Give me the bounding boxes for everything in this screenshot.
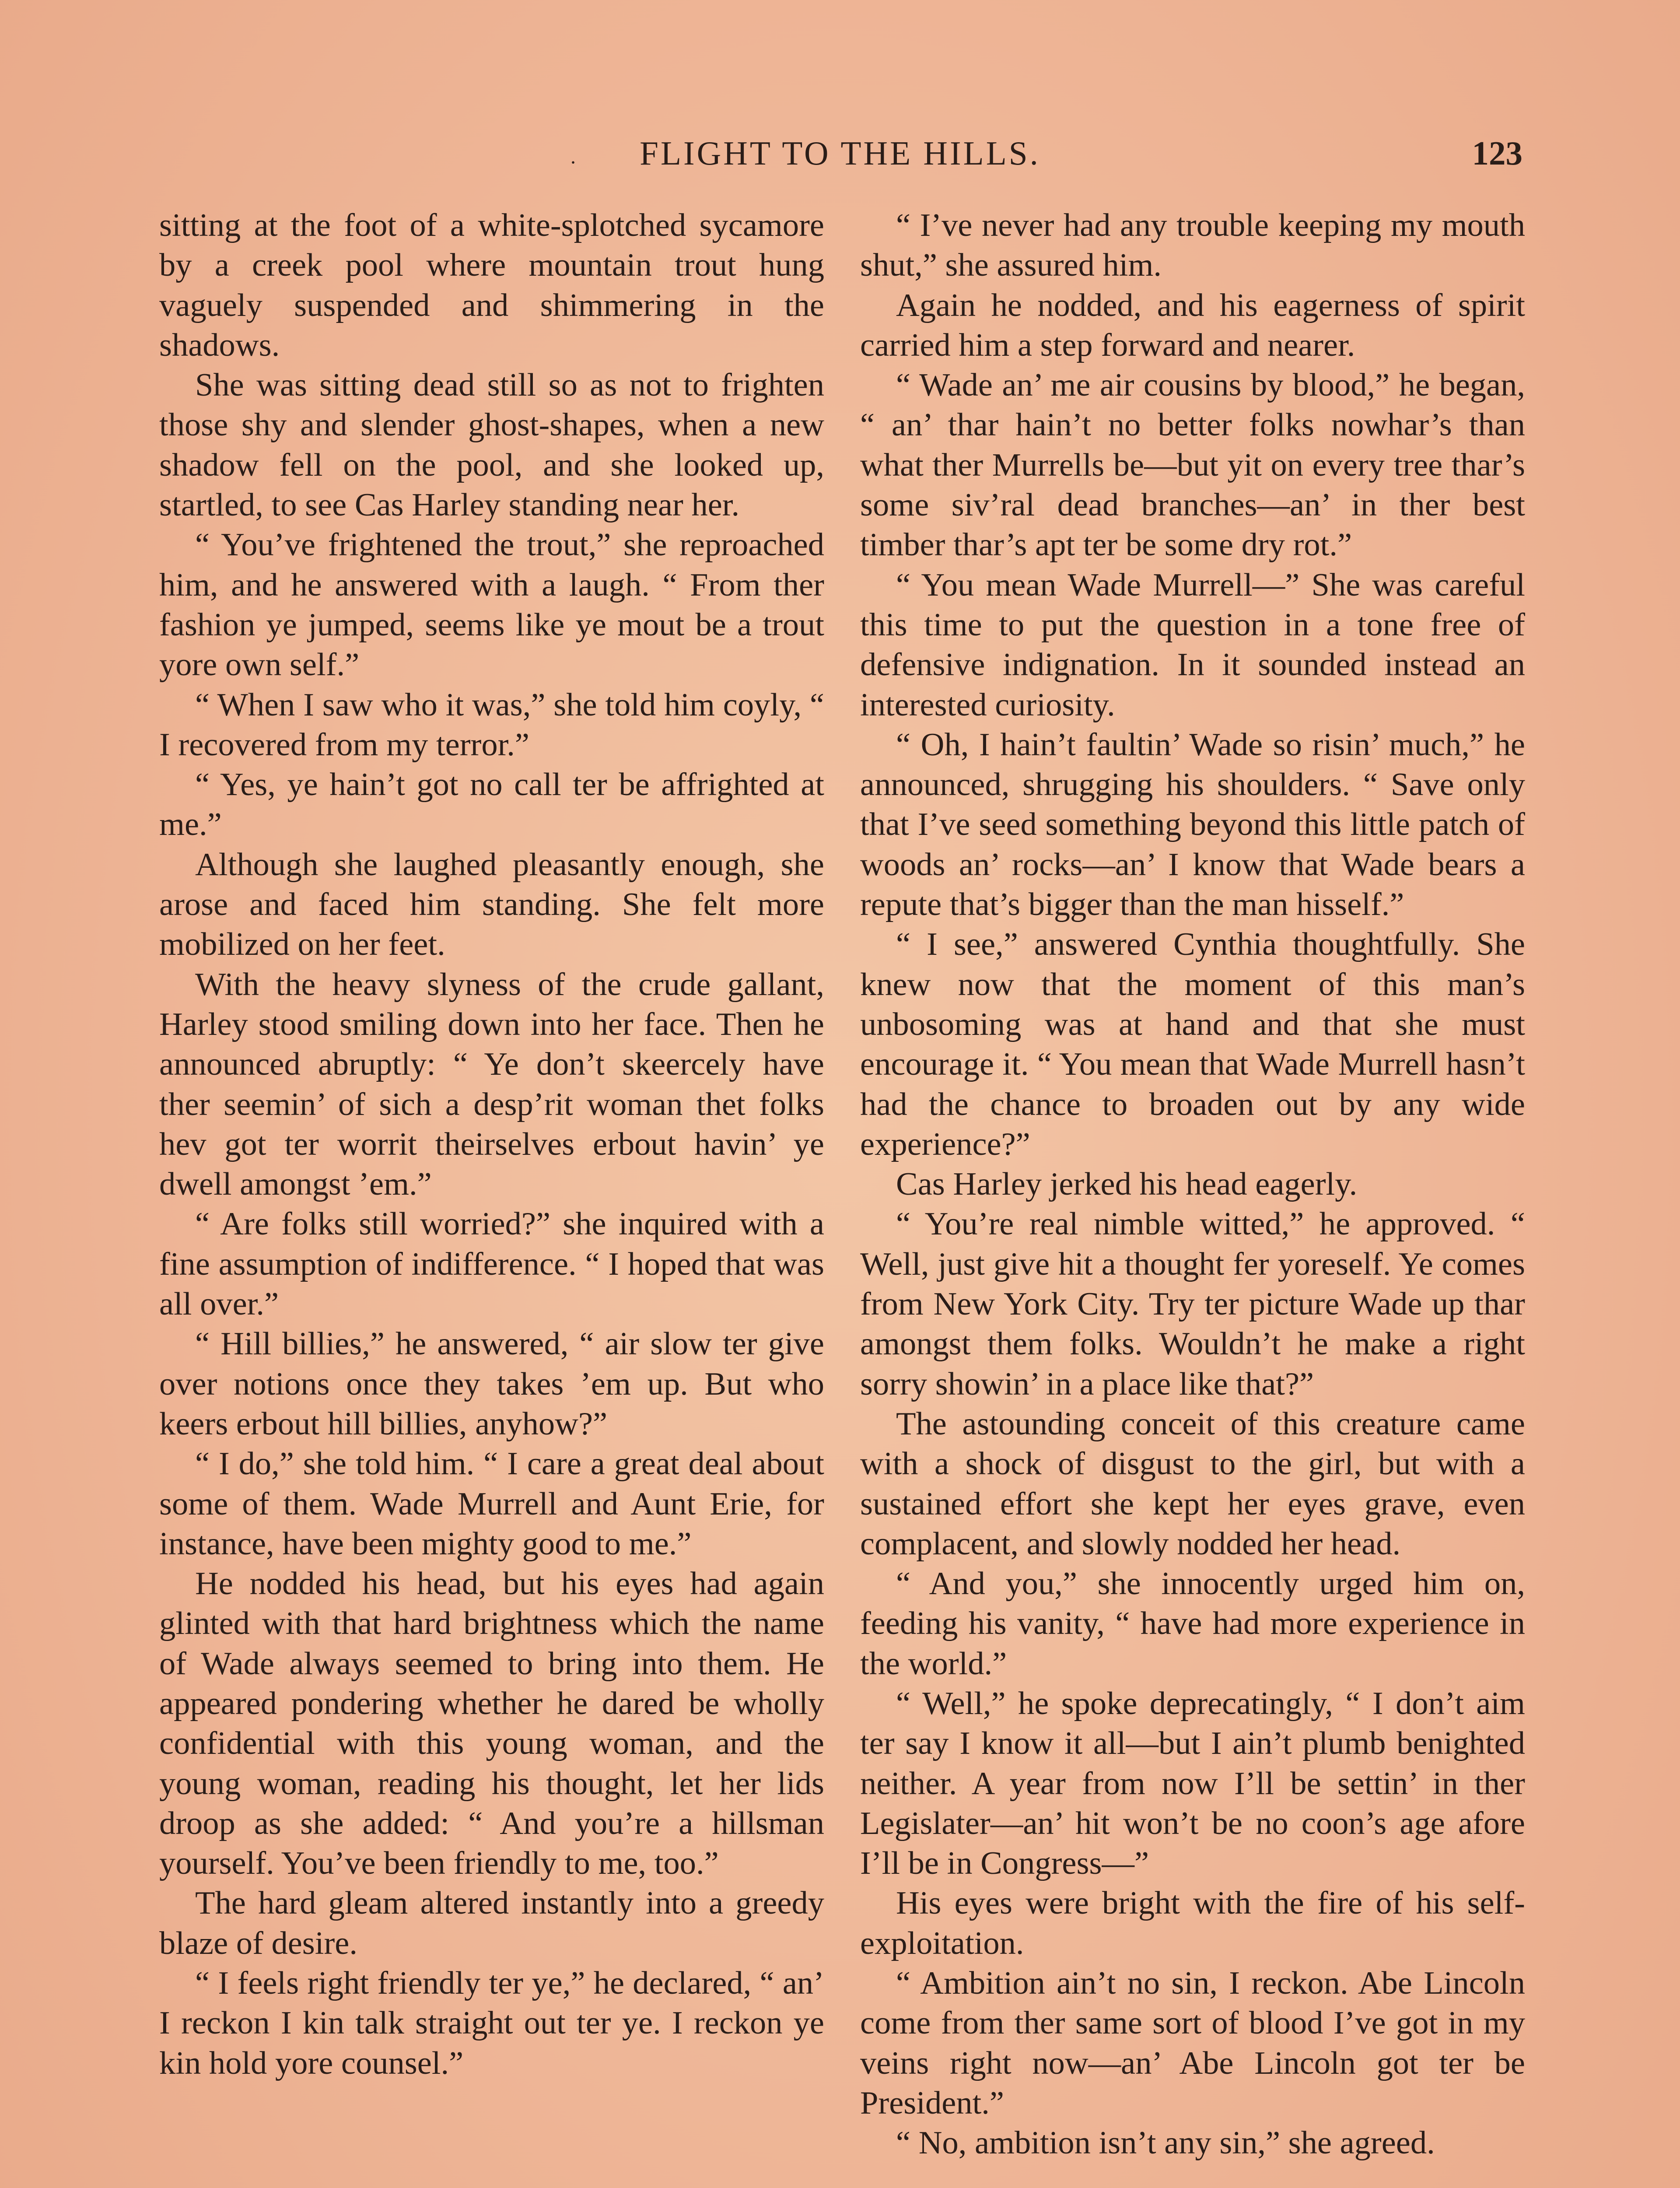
paragraph: “ Well,” he spoke deprecatingly, “ I don’t aim ter say I know it all—but I ain’t plumb benighted neither. A year from now I’ll be settin’ in ther Legislater—an’ hit won’t be no coon’s age afore I’ll be in Congress—” [860, 1685, 1525, 1882]
paragraph: “ Ambition ain’t no sin, I reckon. Abe Lincoln come from ther same sort of blood I’ve got in my veins right now—an’ Abe Lincoln got ter be President.” [860, 1965, 1525, 2121]
page-header [158, 127, 1522, 179]
paragraph: “ Hill billies,” he answered, “ air slow ter give over notions once they takes ’em up. But who keers erbout hill billies, anyhow?” [159, 1326, 824, 1442]
paragraph: She was sitting dead still so as not to frighten those shy and slender ghost-shapes, when a new shadow fell on the pool, and she looked up, startled, to see Cas Harley standing near her. [159, 367, 824, 523]
paragraph: His eyes were bright with the fire of his self-exploitation. [860, 1885, 1525, 1961]
paragraph: With the heavy slyness of the crude gallant, Harley stood smiling down into her face. Then he announced abruptly: “ Ye don’t skeercely have ther seemin’ of sich a desp’rit woman thet folks hev got ter worrit theirselves erbout havin’ ye dwell amongst ’em.” [159, 966, 824, 1203]
paragraph: Cas Harley jerked his head eagerly. [896, 1166, 1358, 1203]
paragraph: “ I see,” answered Cynthia thoughtfully. She knew now that the moment of this man’s unbosoming was at hand and that she must encourage it. “ You mean that Wade Murrell hasn’t had the chance to broaden out by any wide experience?” [860, 926, 1525, 1162]
paragraph: “ And you,” she innocently urged him on, feeding his vanity, “ have had more experience in the world.” [860, 1566, 1525, 1682]
paragraph: “ Oh, I hain’t faultin’ Wade so risin’ much,” he announced, shrugging his shoulders. “ Save only that I’ve seed something beyond this little patch of woods an’ rocks—an’ I know that Wade bears a repute that’s bigger than the man hisself.” [860, 726, 1525, 923]
paragraph: The hard gleam altered instantly into a greedy blaze of desire. [159, 1885, 824, 1961]
paragraph: “ I’ve never had any trouble keeping my mouth shut,” she assured him. [860, 207, 1525, 284]
left-column [159, 206, 824, 2083]
paragraph: “ You mean Wade Murrell—” She was careful this time to put the question in a tone free of defensive indignation. In it sounded instead an interested curiosity. [860, 567, 1525, 723]
paragraph: sitting at the foot of a white-splotched sycamore by a creek pool where mountain trout hung vaguely suspended and shimmering in the shadows. [159, 207, 824, 363]
paragraph: “ No, ambition isn’t any sin,” she agreed. [896, 2125, 1435, 2161]
paragraph: “ You’re real nimble witted,” he approved. “ Well, just give hit a thought fer yoreself. Ye comes from New York City. Try ter picture Wade up thar amongst them folks. Wouldn’t he make a right sorry showin’ in a place like that?” [860, 1206, 1525, 1402]
paragraph: “ I feels right friendly ter ye,” he declared, “ an’ I reckon I kin talk straight out ter ye. I reckon ye kin hold yore counsel.” [159, 1965, 824, 2081]
paragraph: “ Wade an’ me air cousins by blood,” he began, “ an’ thar hain’t no better folks nowhar’s than what ther Murrells be—but yit on every tree thar’s some siv’ral dead branches—an’ in ther best timber thar’s apt ter be some dry rot.” [860, 367, 1525, 563]
paragraph: “ When I saw who it was,” she told him coyly, “ I recovered from my terror.” [159, 687, 824, 763]
paragraph: The astounding conceit of this creature came with a shock of disgust to the girl, but with a sustained effort she kept her eyes grave, even complacent, and slowly nodded her head. [860, 1406, 1525, 1562]
right-column [860, 206, 1525, 2163]
paragraph: He nodded his head, but his eyes had again glinted with that hard brightness which the name of Wade always seemed to bring into them. He appeared pondering whether he dared be wholly confidential with this young woman, and the young woman, reading his thought, let her lids droop as she added: “ And you’re a hillsman yourself. You’ve been friendly to me, too.” [159, 1566, 824, 1882]
page-number: 123 [1472, 134, 1522, 172]
paragraph: “ Are folks still worried?” she inquired with a fine assumption of indifference. “ I hoped that was all over.” [159, 1206, 824, 1322]
paragraph: “ Yes, ye hain’t got no call ter be affrighted at me.” [159, 767, 824, 843]
paragraph: Again he nodded, and his eagerness of spirit carried him a step forward and nearer. [860, 287, 1525, 363]
running-head: FLIGHT TO THE HILLS. [640, 134, 1040, 172]
paragraph: “ I do,” she told him. “ I care a great deal about some of them. Wade Murrell and Aunt Erie, for instance, have been mighty good to me.” [159, 1446, 824, 1562]
paragraph: “ You’ve frightened the trout,” she reproached him, and he answered with a laugh. “ From ther fashion ye jumped, seems like ye mout be a trout yore own self.” [159, 527, 824, 683]
paragraph: Although she laughed pleasantly enough, she arose and faced him standing. She felt more mobilized on her feet. [159, 846, 824, 963]
header-dot: · [570, 151, 577, 174]
